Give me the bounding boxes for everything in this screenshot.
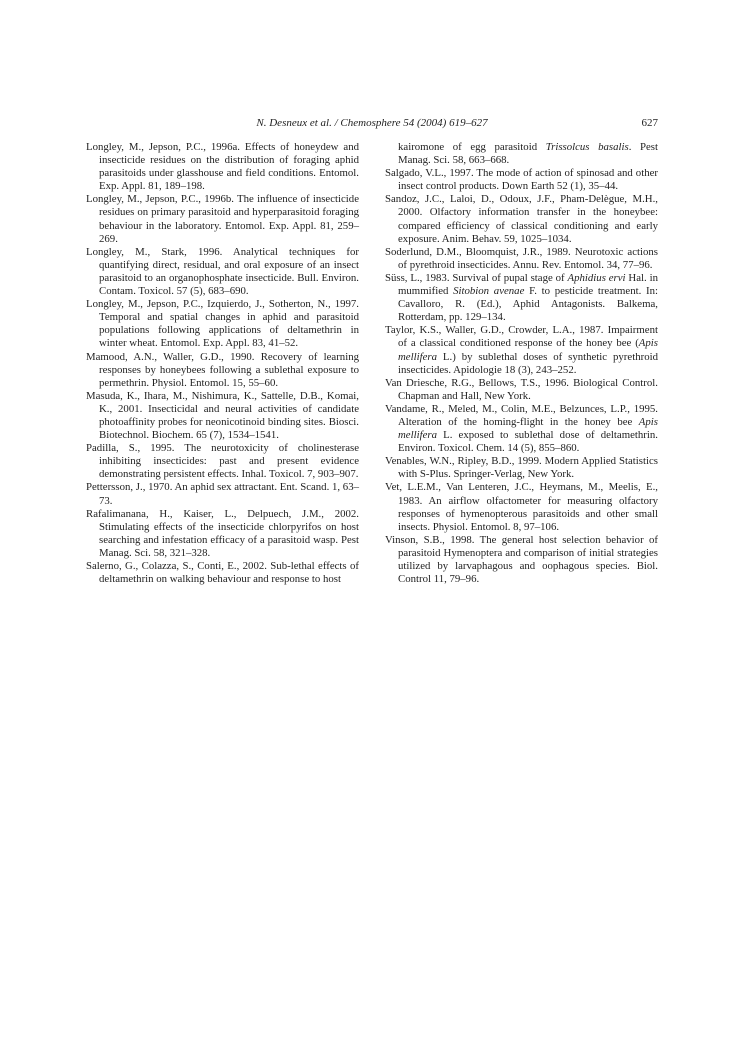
reference-entry xyxy=(385,455,658,481)
reference-entry xyxy=(86,298,359,350)
reference-species-name: Aphidius ervi xyxy=(567,271,626,284)
reference-text-segment: Longley, M., Jepson, P.C., 1996b. The influence of insecticide residues on primary parasitoid and hyperparasitoid foraging behaviour in the laboratory. Entomol. Exp. Appl. 81, 259–269. xyxy=(86,193,359,245)
reference-entry xyxy=(385,246,658,272)
reference-text-segment: Taylor, K.S., Waller, G.D., Crowder, L.A., 1987. Impairment of a classical conditioned response of the honey bee ( xyxy=(385,324,658,350)
reference-text-segment: Salerno, G., Colazza, S., Conti, E., 2002. Sub-lethal effects of deltamethrin on walking behaviour and response to host xyxy=(86,560,359,586)
reference-text-segment: Mamood, A.N., Waller, G.D., 1990. Recovery of learning responses by honeybees following a sublethal exposure to permethrin. Physiol. Entomol. 15, 55–60. xyxy=(86,350,359,389)
reference-text-segment: Padilla, S., 1995. The neurotoxicity of cholinesterase inhibiting insecticides: past and present evidence demonstrating persistent effects. Inhal. Toxicol. 7, 903–907. xyxy=(86,442,359,481)
reference-text-segment: . Pest Manag. Sci. 58, 663–668. xyxy=(398,141,658,167)
reference-entry xyxy=(385,141,658,167)
references-column-left xyxy=(86,141,359,586)
reference-entry xyxy=(385,403,658,455)
reference-entry xyxy=(86,193,359,245)
reference-text-segment: Hal. in mummified xyxy=(398,271,658,298)
reference-entry xyxy=(385,377,658,403)
reference-entry xyxy=(86,351,359,390)
reference-text-segment: Van Driesche, R.G., Bellows, T.S., 1996. Biological Control. Chapman and Hall, New York. xyxy=(385,376,658,402)
reference-entry xyxy=(86,442,359,481)
reference-entry xyxy=(86,508,359,560)
references-section xyxy=(86,141,658,586)
reference-text-segment: Masuda, K., Ihara, M., Nishimura, K., Sattelle, D.B., Komai, K., 2001. Insecticidal and neural activities of candidate photoaffinity probes for neonicotinoid binding sites. Biosci. Biotechnol. Biochem. 65 (7), 1534–1541. xyxy=(86,389,359,442)
reference-text-segment: Rafalimanana, H., Kaiser, L., Delpuech, J.M., 2002. Stimulating effects of the insecticide chlorpyrifos on host searching and infestation efficacy of a parasitoid wasp. Pest Manag. Sci. 58, 321–328. xyxy=(86,507,359,559)
reference-text-segment: Longley, M., Jepson, P.C., 1996a. Effects of honeydew and insecticide residues on the distribution of foraging aphid parasitoids under glasshouse and field conditions. Entomol. Exp. Appl. 81, 189–198. xyxy=(86,141,359,193)
reference-species-name: Sitobion avenae xyxy=(453,285,525,298)
reference-text-segment: Longley, M., Jepson, P.C., Izquierdo, J., Sotherton, N., 1997. Temporal and spatial changes in aphid and parasitoid populations following applications of deltamethrin in winter wheat. Entomol. Exp. Appl. 83, 41–52. xyxy=(86,298,359,350)
reference-entry xyxy=(385,534,658,586)
reference-entry xyxy=(86,141,359,193)
reference-text-segment: Longley, M., Stark, 1996. Analytical techniques for quantifying direct, residual, and oral exposure of an insect parasitoid to an organophosphate insecticide. Bull. Environ. Contam. Toxicol. 57 (5), 683–690. xyxy=(86,245,359,298)
reference-entry xyxy=(86,481,359,507)
reference-entry xyxy=(86,560,359,586)
reference-text-segment: Süss, L., 1983. Survival of pupal stage of xyxy=(385,271,568,284)
reference-text-segment: Sandoz, J.C., Laloi, D., Odoux, J.F., Pham-Delègue, M.H., 2000. Olfactory information transfer in the honeybee: compared efficiency of classical conditioning and early exposure. Anim. Behav. 59, 1025–1034. xyxy=(385,193,658,245)
reference-text-segment: Salgado, V.L., 1997. The mode of action of spinosad and other insect control products. Down Earth 52 (1), 35–44. xyxy=(385,167,658,193)
reference-text-segment: L.) by sublethal doses of synthetic pyrethroid insecticides. Apidologie 18 (3), 243–252. xyxy=(398,350,658,376)
reference-text-segment: L. exposed to sublethal dose of deltamethrin. Environ. Toxicol. Chem. 14 (5), 855–860. xyxy=(398,429,658,455)
reference-entry xyxy=(385,272,658,324)
reference-entry xyxy=(86,390,359,442)
reference-text-segment: kairomone of egg parasitoid xyxy=(398,141,546,153)
reference-text-segment: Vandame, R., Meled, M., Colin, M.E., Belzunces, L.P., 1995. Alteration of the homing-flight in the honey bee xyxy=(385,402,658,428)
reference-text-segment: Vinson, S.B., 1998. The general host selection behavior of parasitoid Hymenoptera and comparison of initial strategies utilized by larvaphagous and oophagous species. Biol. Control 11, 79–96. xyxy=(385,533,658,586)
reference-entry xyxy=(385,193,658,245)
reference-text-segment: Pettersson, J., 1970. An aphid sex attractant. Ent. Scand. 1, 63–73. xyxy=(86,481,359,507)
page-number: 627 xyxy=(641,117,658,129)
reference-species-name: Apis mellifera xyxy=(398,415,658,442)
reference-text-segment: F. to pesticide treatment. In: Cavalloro, R. (Ed.), Aphid Antagonists. Balkema, Rotterdam, pp. 129–134. xyxy=(398,285,658,324)
page-header xyxy=(86,116,658,132)
reference-entry xyxy=(86,246,359,298)
reference-entry xyxy=(385,167,658,193)
reference-species-name: Apis mellifera xyxy=(398,337,658,363)
references-column-right xyxy=(385,141,658,586)
running-title: N. Desneux et al. / Chemosphere 54 (2004) 619–627 xyxy=(256,117,488,129)
reference-text-segment: Vet, L.E.M., Van Lenteren, J.C., Heymans, M., Meelis, E., 1983. An airflow olfactometer for measuring olfactory responses of hymenopterous parasitoids and other small insects. Physiol. Entomol. 8, 97–106. xyxy=(385,481,658,533)
reference-text-segment: Soderlund, D.M., Bloomquist, J.R., 1989. Neurotoxic actions of pyrethroid insecticides. Annu. Rev. Entomol. 34, 77–96. xyxy=(385,245,658,271)
reference-text-segment: Venables, W.N., Ripley, B.D., 1999. Modern Applied Statistics with S-Plus. Springer-Verlag, New York. xyxy=(385,455,658,481)
reference-entry xyxy=(385,481,658,533)
reference-entry xyxy=(385,324,658,376)
reference-species-name: Trissolcus basalis xyxy=(545,141,629,153)
